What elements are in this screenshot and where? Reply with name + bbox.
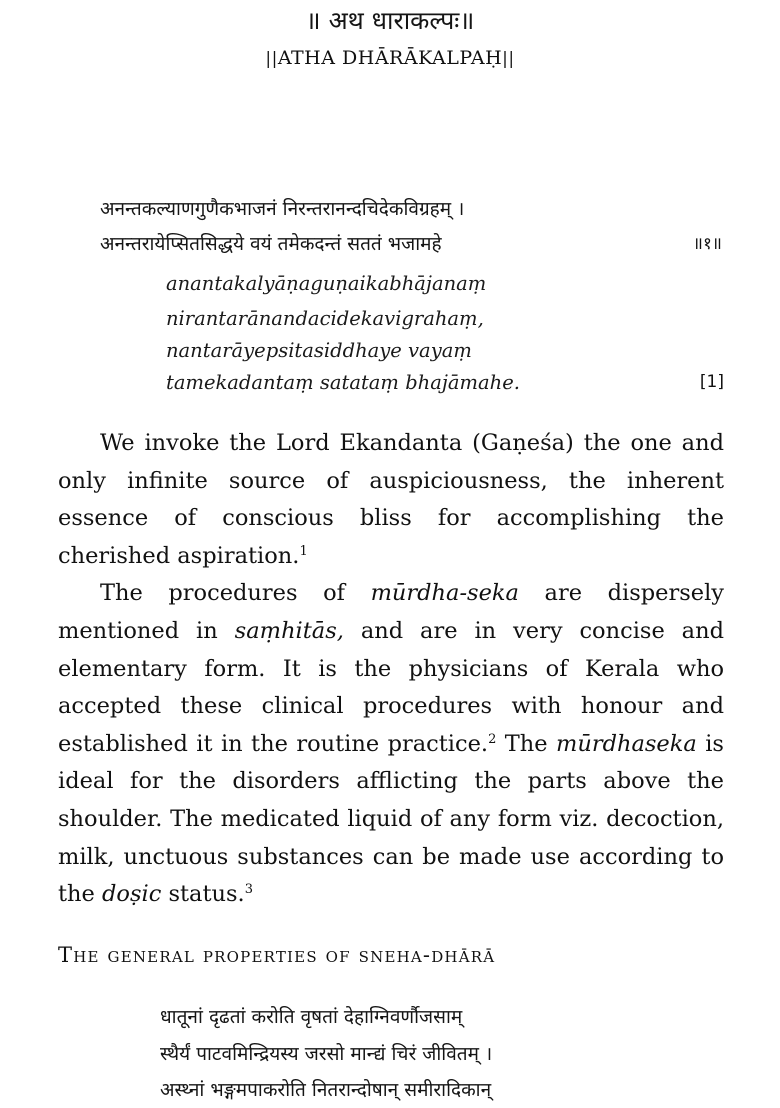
verse1-devanagari-number: ॥१॥ bbox=[692, 234, 722, 254]
paragraph2-text-3: and are in very concise and elementary form. It is the physicians of Kerala who accepted these clinical procedures with honour and established it in the routine practice. bbox=[58, 617, 724, 757]
title-roman-text: ATHA DHĀRĀKALPAḤ bbox=[277, 47, 503, 69]
section-heading: The general properties of sneha-dhārā bbox=[58, 943, 496, 967]
verse2-line1: धातूनां दृढतां करोति वृषतां देहाग्निवर्णौजसाम् bbox=[160, 1006, 463, 1028]
verse1-translit-line4: tamekadantaṃ satataṃ bhajāmahe. bbox=[166, 371, 520, 394]
title-bar-open: || bbox=[265, 49, 278, 69]
verse2-line3: अस्थ्नां भङ्गमपाकरोति नितरान्दोषान् समीरादिकान् bbox=[160, 1079, 492, 1101]
verse1-translit-line3: nantarāyepsitasiddhaye vayaṃ bbox=[166, 339, 472, 362]
paragraph2-text-5: is ideal for the disorders afflicting the parts above the shoulder. The medicated liquid of any form viz. decoction, milk, unctuous substances can be made use according to the bbox=[58, 730, 724, 908]
term-dosic: doṣic bbox=[102, 881, 162, 908]
chapter-title-roman bbox=[0, 44, 780, 73]
term-samhitas: saṃhitās, bbox=[234, 617, 344, 644]
paragraph-procedures bbox=[58, 575, 724, 913]
verse1-translit-line1: anantakalyāṇaguṇaikabhājanaṃ bbox=[166, 272, 487, 295]
term-murdha-seka: mūrdha-seka bbox=[370, 580, 519, 607]
footnote-ref-3: 3 bbox=[244, 882, 253, 898]
footnote-ref-2: 2 bbox=[488, 731, 497, 747]
paragraph2-text-2: are dispersely mentioned in bbox=[58, 580, 724, 644]
paragraph1-text: We invoke the Lord Ekandanta (Gaṇeśa) the one and only infinite source of auspiciousness, the inherent essence of conscious bliss for accomplishing the cherished aspiration. bbox=[58, 430, 724, 569]
paragraph2-text-1: The procedures of bbox=[100, 580, 371, 607]
verse1-number: [1] bbox=[699, 372, 724, 392]
verse1-devanagari-line1: अनन्तकल्याणगुणैकभाजनं निरन्तरानन्दचिदेकविग्रहम् । bbox=[100, 198, 465, 220]
chapter-title-devanagari: ॥ अथ धाराकल्पः॥ bbox=[305, 6, 475, 35]
title-bar-close: || bbox=[502, 49, 515, 69]
verse1-devanagari-line2: अनन्तरायेप्सितसिद्धये वयं तमेकदन्तं सततं भजामहे bbox=[100, 233, 442, 255]
verse1-translit-line2: nirantarānandacidekavigrahaṃ, bbox=[166, 307, 484, 330]
paragraph-invocation bbox=[58, 425, 724, 575]
footnote-ref-1: 1 bbox=[299, 543, 308, 559]
body-text bbox=[58, 425, 724, 914]
paragraph2-text-4: The bbox=[496, 730, 556, 757]
paragraph2-text-6: status. bbox=[161, 881, 245, 908]
term-murdha-seka-2: mūrdhaseka bbox=[556, 730, 697, 757]
verse2-line2: स्थैर्यं पाटवमिन्द्रियस्य जरसो मान्द्यं चिरं जीवितम् । bbox=[160, 1043, 493, 1065]
